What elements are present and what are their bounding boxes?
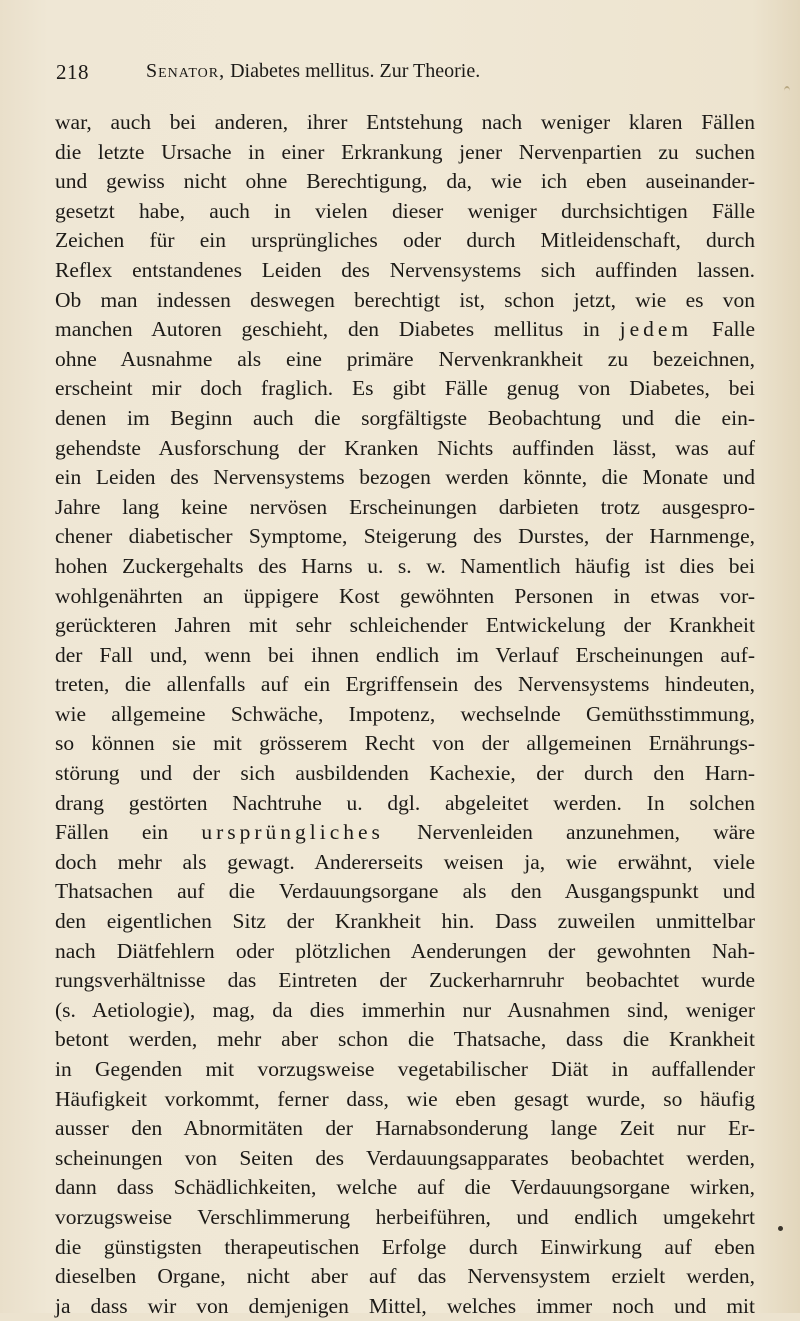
- text-line: chener diabetischer Symptome, Steigerung des Durstes, der Harnmenge,: [55, 524, 755, 549]
- text-line: betont werden, mehr aber schon die Thatsache, dass die Krankheit: [55, 1027, 755, 1052]
- text-line: und gewiss nicht ohne Berechtigung, da, wie ich eben auseinander-: [55, 169, 755, 194]
- text-line: ja dass wir von demjenigen Mittel, welches immer noch und mit: [55, 1293, 755, 1318]
- ink-dot: [778, 1226, 783, 1231]
- text-line: Zeichen für ein ursprüngliches oder durch Mitleidenschaft, durch: [55, 228, 755, 253]
- text-line: gerückteren Jahren mit sehr schleichender Entwickelung der Krankheit: [55, 613, 755, 638]
- text-line: wohlgenährten an üppigere Kost gewöhnten Personen in etwas vor-: [55, 583, 755, 608]
- text-line: störung und der sich ausbildenden Kachexie, der durch den Harn-: [55, 761, 755, 786]
- text-line-tail: Falle: [712, 317, 755, 342]
- text-line: treten, die allenfalls auf ein Ergriffensein des Nervensystems hindeuten,: [55, 672, 755, 697]
- text-line: Jahre lang keine nervösen Erscheinungen darbieten trotz ausgespro-: [55, 494, 755, 519]
- emphasized-word: jedem: [619, 317, 693, 342]
- text-line: Thatsachen auf die Verdauungsorgane als den Ausgangspunkt und: [55, 879, 755, 904]
- text-line: ein Leiden des Nervensystems bezogen werden könnte, die Monate und: [55, 465, 755, 490]
- text-line-tail: Nervenleiden anzunehmen, wäre: [417, 820, 755, 845]
- text-line: ausser den Abnormitäten der Harnabsonderung lange Zeit nur Er-: [55, 1116, 755, 1141]
- text-line-head: Fällen ein: [55, 820, 169, 845]
- text-line: die günstigsten therapeutischen Erfolge durch Einwirkung auf eben: [55, 1234, 755, 1259]
- text-line: Reflex entstandenes Leiden des Nervensystems sich auffinden lassen.: [55, 257, 755, 282]
- text-line: scheinungen von Seiten des Verdauungsapparates beobachtet werden,: [55, 1145, 755, 1170]
- text-line: drang gestörten Nachtruhe u. dgl. abgeleitet werden. In solchen: [55, 790, 755, 815]
- body-text: [55, 108, 755, 1321]
- text-line: denen im Beginn auch die sorgfältigste Beobachtung und die ein-: [55, 405, 755, 430]
- text-line: dann dass Schädlichkeiten, welche auf die Verdauungsorgane wirken,: [55, 1175, 755, 1200]
- text-line: war, auch bei anderen, ihrer Entstehung nach weniger klaren Fällen: [55, 110, 755, 134]
- page-header: [56, 60, 746, 88]
- text-line: [55, 818, 755, 848]
- running-head-title: Diabetes mellitus. Zur Theorie.: [230, 60, 481, 82]
- text-line: dieselben Organe, nicht aber auf das Nervensystem erzielt werden,: [55, 1264, 755, 1289]
- text-line: [55, 315, 755, 345]
- emphasized-word: ursprüngliches: [201, 820, 384, 845]
- text-line: Ob man indessen deswegen berechtigt ist, schon jetzt, wie es von: [55, 287, 755, 312]
- text-line: den eigentlichen Sitz der Krankheit hin. Dass zuweilen unmittelbar: [55, 909, 755, 934]
- running-head: [146, 60, 746, 83]
- text-line: hohen Zuckergehalts des Harns u. s. w. Namentlich häufig ist dies bei: [55, 553, 755, 578]
- text-line: gesetzt habe, auch in vielen dieser weniger durchsichtigen Fälle: [55, 198, 755, 223]
- text-line: (s. Aetiologie), mag, da dies immerhin nur Ausnahmen sind, weniger: [55, 997, 755, 1022]
- text-line: die letzte Ursache in einer Erkrankung jener Nervenpartien zu suchen: [55, 139, 755, 164]
- running-head-author: Senator,: [146, 60, 226, 82]
- text-line: Häufigkeit vorkommt, ferner dass, wie eben gesagt wurde, so häufig: [55, 1086, 755, 1111]
- text-line: der Fall und, wenn bei ihnen endlich im Verlauf Erscheinungen auf-: [55, 642, 755, 667]
- text-line: wie allgemeine Schwäche, Impotenz, wechselnde Gemüthsstimmung,: [55, 701, 755, 726]
- text-line-head: manchen Autoren geschieht, den Diabetes mellitus in: [55, 317, 600, 342]
- text-line: gehendste Ausforschung der Kranken Nichts auffinden lässt, was auf: [55, 435, 755, 460]
- text-line: ohne Ausnahme als eine primäre Nervenkrankheit zu bezeichnen,: [55, 346, 755, 371]
- text-line: in Gegenden mit vorzugsweise vegetabilischer Diät in auffallender: [55, 1057, 755, 1081]
- margin-mark: [784, 86, 790, 96]
- text-line: vorzugsweise Verschlimmerung herbeiführen, und endlich umgekehrt: [55, 1204, 755, 1229]
- text-line: erscheint mir doch fraglich. Es gibt Fälle genug von Diabetes, bei: [55, 376, 755, 401]
- page-number: 218: [56, 60, 89, 84]
- text-line: so können sie mit grösserem Recht von der allgemeinen Ernährungs-: [55, 731, 755, 756]
- text-line: nach Diätfehlern oder plötzlichen Aenderungen der gewohnten Nah-: [55, 938, 755, 963]
- text-line: doch mehr als gewagt. Andererseits weisen ja, wie erwähnt, viele: [55, 849, 755, 874]
- text-line: rungsverhältnisse das Eintreten der Zuckerharnruhr beobachtet wurde: [55, 968, 755, 993]
